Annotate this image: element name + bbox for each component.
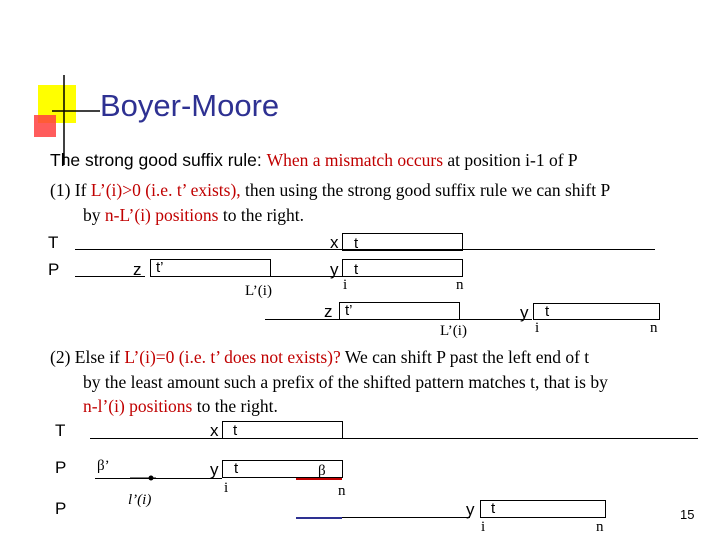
slide-title: Boyer-Moore bbox=[100, 88, 280, 123]
d1-y-label: y bbox=[330, 260, 339, 279]
d2-text-segment bbox=[222, 421, 343, 439]
d2-beta-prime: β’ bbox=[97, 458, 110, 474]
d2-text-label: T bbox=[55, 421, 66, 440]
d1-t-mid-label: t bbox=[354, 261, 359, 278]
strong-rule-line bbox=[50, 150, 578, 171]
d1-L-label: L’(i) bbox=[245, 283, 272, 299]
d2-pattern-label: P bbox=[55, 458, 67, 477]
d1-pattern-segment bbox=[342, 259, 463, 277]
case2-line: (2) Else if L’(i)=0 (i.e. t’ does not exists)? We can shift P past the left end of t bbox=[50, 347, 590, 367]
d2-shifted-pattern bbox=[480, 500, 606, 518]
rule-label: The strong good suffix rule: bbox=[50, 150, 267, 170]
d2-beta: β bbox=[318, 463, 326, 479]
d2-text-line bbox=[90, 438, 698, 439]
d1-tprime-label: t’ bbox=[156, 259, 164, 276]
d1-tprime-box bbox=[150, 259, 271, 277]
case2-line2: by the least amount such a prefix of the shifted pattern matches t, that is by bbox=[83, 372, 608, 392]
d1-pattern-label: P bbox=[48, 260, 60, 279]
page-number: 15 bbox=[680, 507, 695, 522]
d2-lprime-label: l’(i) bbox=[128, 492, 152, 508]
d2-lprime-arrow bbox=[128, 468, 158, 490]
d1-t-label: t bbox=[354, 235, 359, 252]
d1-shifted-tprime bbox=[339, 302, 460, 320]
position-text: at position i-1 of P bbox=[443, 150, 578, 170]
case2-shift-line: n-l’(i) positions to the right. bbox=[83, 396, 278, 416]
case1-shift-line: by n-L’(i) positions to the right. bbox=[83, 205, 305, 225]
d1-text-segment bbox=[342, 233, 463, 251]
d1-text-label: T bbox=[48, 233, 59, 252]
d2-blue-mark bbox=[296, 517, 342, 519]
case1-line: (1) If L’(i)>0 (i.e. t’ exists), then using the strong good suffix rule we can shift P bbox=[50, 180, 611, 200]
mismatch-text: When a mismatch occurs bbox=[266, 150, 444, 170]
d1-shifted-pattern bbox=[533, 303, 660, 320]
d1-z-label: z bbox=[133, 260, 142, 279]
d1-x-label: x bbox=[330, 233, 339, 252]
